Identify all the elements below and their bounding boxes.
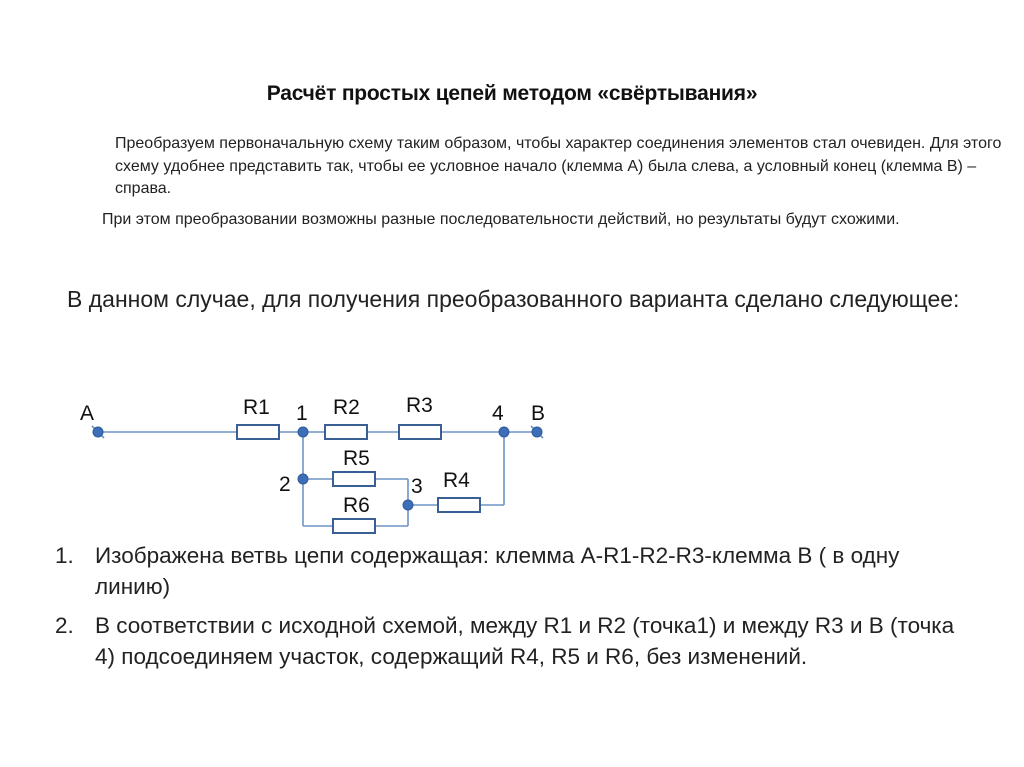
- list-item-number: 1.: [55, 543, 74, 568]
- label-node-3: 3: [411, 475, 423, 498]
- resistor-r6: [333, 519, 375, 533]
- circuit-diagram: [0, 380, 1024, 545]
- terminal-b-icon: [532, 427, 542, 437]
- node-1-icon: [298, 427, 308, 437]
- paragraph-intro: [58, 133, 1024, 201]
- lead-text-content: В данном случае, для получения преобразованного варианта сделано следующее:: [67, 286, 960, 312]
- label-r3: R3: [406, 394, 433, 417]
- terminal-a-icon: [93, 427, 103, 437]
- paragraph-note: [58, 209, 1012, 232]
- label-node-4: 4: [492, 402, 504, 425]
- label-r1: R1: [243, 396, 270, 419]
- label-node-2: 2: [279, 473, 291, 496]
- label-r2: R2: [333, 396, 360, 419]
- list-item-text: Изображена ветвь цепи содержащая: клемма А-R1-R2-R3-клемма В ( в одну линию): [95, 543, 900, 599]
- lead-text: [55, 283, 975, 316]
- node-4-icon: [499, 427, 509, 437]
- list-item: [55, 540, 975, 602]
- label-r6: R6: [343, 494, 370, 517]
- label-node-1: 1: [296, 402, 308, 425]
- resistor-r2: [325, 425, 367, 439]
- resistor-r5: [333, 472, 375, 486]
- label-terminal-a: A: [80, 402, 95, 425]
- list-item: [55, 610, 975, 672]
- node-3-icon: [403, 500, 413, 510]
- paragraph-note-text: При этом преобразовании возможны разные последовательности действий, но результаты будут схожими.: [102, 211, 900, 228]
- resistor-r1: [237, 425, 279, 439]
- node-2-icon: [298, 474, 308, 484]
- list-item-text: В соответствии с исходной схемой, между R1 и R2 (точка1) и между R3 и В (точка 4) подсоединяем участок, содержащий R4, R5 и R6, без изменений.: [95, 613, 955, 669]
- list-item-number: 2.: [55, 613, 74, 638]
- page-title: Расчёт простых цепей методом «свёртывания»: [266, 82, 758, 105]
- paragraph-intro-text: Преобразуем первоначальную схему таким образом, чтобы характер соединения элементов стал очевиден. Для этого схему удобнее представить так, чтобы ее условное начало (клемма А) была слева, а условный конец (клемма В) – справа.: [115, 135, 1002, 197]
- label-terminal-b: B: [531, 402, 546, 425]
- label-r4: R4: [443, 469, 470, 492]
- steps-list: [55, 540, 975, 680]
- label-r5: R5: [343, 447, 370, 470]
- resistor-r4: [438, 498, 480, 512]
- resistor-r3: [399, 425, 441, 439]
